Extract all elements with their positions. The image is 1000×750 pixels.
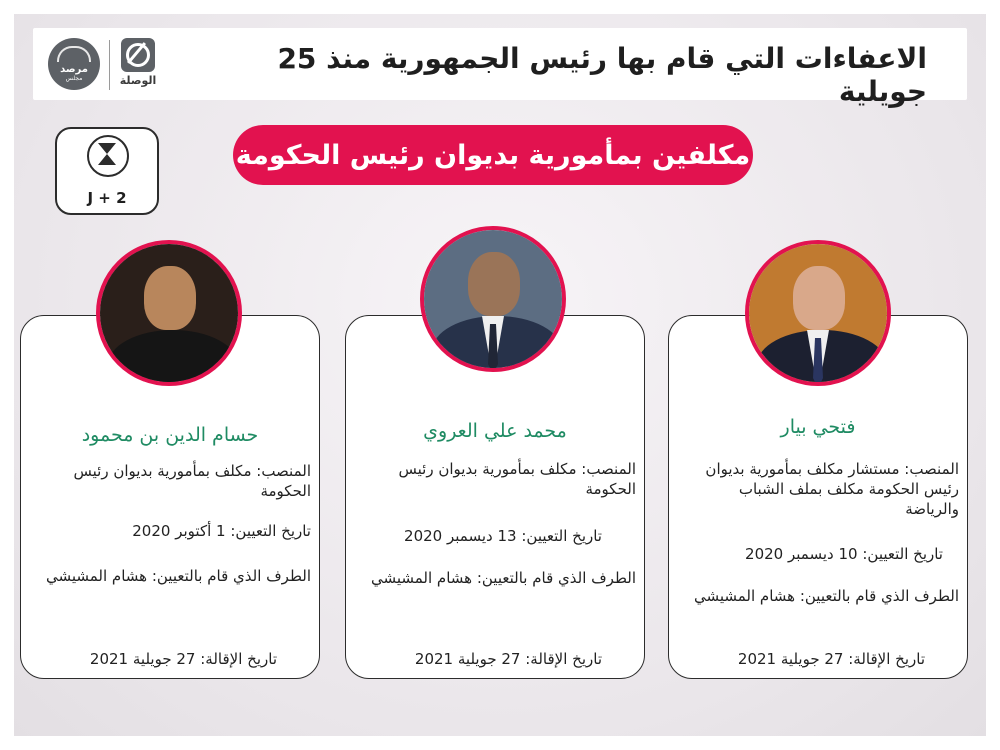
- header-bar: [33, 28, 967, 108]
- subtitle-text: مكلفين بمأمورية بديوان رئيس الحكومة: [235, 139, 751, 171]
- subtitle-banner: [233, 125, 753, 185]
- timing-badge: [55, 127, 159, 215]
- mersad-logo: [48, 38, 100, 90]
- appointment-date: تاريخ التعيين: 1 أكتوبر 2020: [132, 522, 311, 540]
- position-text: المنصب: مكلف بمأمورية بديوان رئيس الحكومة: [398, 460, 636, 498]
- person-photo-mohamed-ali: [420, 226, 566, 372]
- appointed-by: الطرف الذي قام بالتعيين: هشام المشيشي: [370, 569, 636, 587]
- appointed-by: الطرف الذي قام بالتعيين: هشام المشيشي: [45, 567, 311, 585]
- person-photo-fathi: [745, 240, 891, 386]
- page-title: الاعفاءات التي قام بها رئيس الجمهورية منذ 25 جويلية: [277, 42, 927, 108]
- dismissal-date: تاريخ الإقالة: 27 جويلية 2021: [89, 650, 277, 668]
- parliament-dome-icon: [57, 46, 91, 62]
- mersad-logo-subtext: مجلس: [65, 75, 83, 82]
- person-name: فتحي بيار: [780, 416, 856, 438]
- person-name: محمد علي العروي: [423, 420, 567, 442]
- dismissal-date: تاريخ الإقالة: 27 جويلية 2021: [737, 650, 925, 668]
- badge-text: J + 2: [87, 189, 127, 207]
- appointment-date: تاريخ التعيين: 10 ديسمبر 2020: [745, 545, 943, 563]
- wasla-icon: [121, 38, 155, 72]
- position-text: المنصب: مكلف بمأمورية بديوان رئيس الحكومة: [73, 462, 311, 500]
- mersad-logo-text: مرصد: [60, 64, 88, 75]
- logo-divider: [109, 40, 110, 90]
- person-name: حسام الدين بن محمود: [81, 424, 259, 446]
- dismissal-date: تاريخ الإقالة: 27 جويلية 2021: [414, 650, 602, 668]
- position-text: المنصب: مستشار مكلف بمأمورية بديوان رئيس الحكومة مكلف بملف الشباب والرياضة: [705, 460, 959, 518]
- person-photo-hossam: [96, 240, 242, 386]
- wasla-logo: [118, 38, 158, 94]
- wasla-logo-text: الوصلة: [119, 74, 157, 87]
- appointed-by: الطرف الذي قام بالتعيين: هشام المشيشي: [693, 587, 959, 605]
- appointment-date: تاريخ التعيين: 13 ديسمبر 2020: [404, 527, 602, 545]
